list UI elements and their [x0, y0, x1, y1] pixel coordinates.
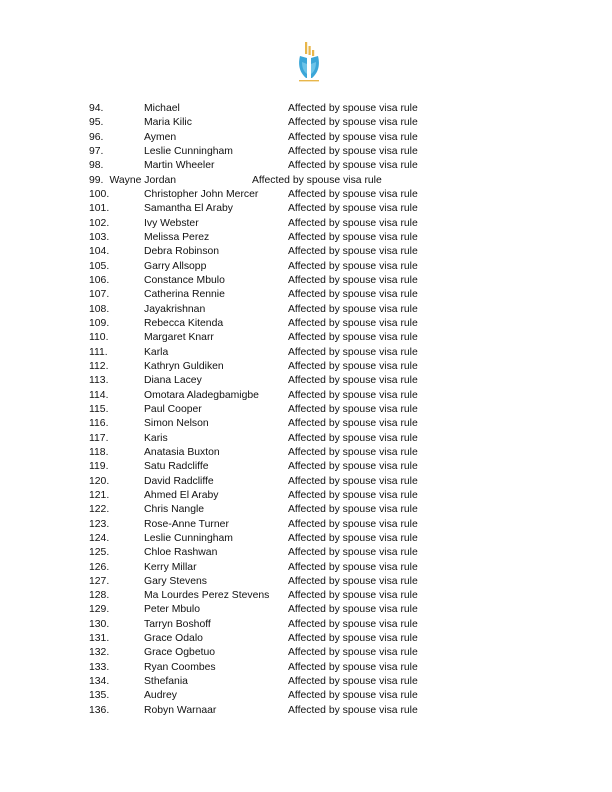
list-item-status: Affected by spouse visa rule: [288, 389, 418, 401]
list-item: [0, 174, 612, 188]
list-item-number: 98.: [89, 160, 104, 172]
list-item: [0, 260, 612, 274]
list-item-number: 114.: [89, 389, 109, 401]
list-item-name: Satu Radcliffe: [144, 461, 209, 473]
list-item-number: 133.: [89, 661, 110, 673]
list-item: [0, 245, 612, 259]
list-item: [0, 432, 612, 446]
list-item-number: 120.: [89, 475, 110, 487]
list-item-name: David Radcliffe: [144, 475, 214, 487]
list-item-name: Maria Kilic: [144, 117, 192, 129]
list-item-status: Affected by spouse visa rule: [288, 547, 418, 559]
list-item-status: Affected by spouse visa rule: [288, 117, 418, 129]
list-item: [0, 589, 612, 603]
list-item-number: 111.: [89, 346, 108, 358]
list-item-number: 132.: [89, 647, 110, 659]
list-item-name: Anatasia Buxton: [144, 446, 220, 458]
list-item-name: Grace Ogbetuo: [144, 647, 216, 659]
list-item-status: Affected by spouse visa rule: [288, 303, 418, 315]
list-item: [0, 518, 612, 532]
list-item-name: Simon Nelson: [144, 418, 209, 430]
list-item-status: Affected by spouse visa rule: [288, 590, 418, 602]
list-item: [0, 475, 612, 489]
list-item-number-and-name: [89, 174, 176, 188]
list-item-name: Peter Mbulo: [144, 604, 201, 616]
list-item-status: Affected by spouse visa rule: [288, 618, 418, 630]
organization-logo-icon: [290, 40, 326, 86]
list-item-status: Affected by spouse visa rule: [288, 317, 418, 329]
list-item: [0, 231, 612, 245]
list-item-number: 135.: [89, 690, 110, 702]
list-item-number: 99.: [89, 174, 104, 186]
list-item-number: 105.: [89, 260, 110, 272]
list-item-number: 104.: [89, 246, 110, 258]
list-item-status: Affected by spouse visa rule: [288, 676, 418, 688]
list-item-number: 94.: [89, 103, 104, 114]
list-item-number: 124.: [89, 532, 110, 544]
list-item-status: Affected by spouse visa rule: [252, 174, 382, 186]
list-item-name: Rose-Anne Turner: [144, 518, 229, 530]
list-item-name: Michael: [144, 103, 180, 114]
list-item-name: Rebecca Kitenda: [144, 317, 224, 329]
list-item-number: 112.: [89, 360, 109, 372]
list-item-name: Constance Mbulo: [144, 274, 225, 286]
list-item-name: Gary Stevens: [144, 575, 207, 587]
list-item-status: Affected by spouse visa rule: [288, 504, 418, 516]
list-item-name: Ryan Coombes: [144, 661, 216, 673]
list-item-number: 95.: [89, 117, 104, 129]
list-item-status: Affected by spouse visa rule: [288, 704, 418, 716]
list-item: [0, 360, 612, 374]
list-item: [0, 618, 612, 632]
list-item-status: Affected by spouse visa rule: [288, 575, 418, 587]
list-item-status: Affected by spouse visa rule: [288, 274, 418, 286]
list-item-name: Wayne Jordan: [109, 174, 177, 186]
list-item-status: Affected by spouse visa rule: [288, 518, 418, 530]
list-item-number: 97.: [89, 145, 104, 157]
list-item-status: Affected by spouse visa rule: [288, 475, 418, 487]
list-item: [0, 102, 612, 116]
list-item-number: 102.: [89, 217, 110, 229]
list-item-name: Garry Allsopp: [144, 260, 207, 272]
list-item: [0, 274, 612, 288]
list-item: [0, 217, 612, 231]
list-item-status: Affected by spouse visa rule: [288, 461, 418, 473]
list-item-name: Ahmed El Araby: [144, 489, 219, 501]
list-item-name: Sthefania: [144, 676, 188, 688]
list-item: [0, 331, 612, 345]
list-item-number: 129.: [89, 604, 110, 616]
list-item-status: Affected by spouse visa rule: [288, 489, 418, 501]
list-item-number: 115.: [89, 403, 109, 415]
list-item: [0, 131, 612, 145]
list-item-number: 113.: [89, 375, 109, 387]
list-item-number: 107.: [89, 289, 110, 301]
list-item: [0, 575, 612, 589]
list-item-number: 101.: [89, 203, 110, 215]
list-item-number: 96.: [89, 131, 104, 143]
list-item-name: Audrey: [144, 690, 177, 702]
list-item-name: Debra Robinson: [144, 246, 220, 258]
list-item-status: Affected by spouse visa rule: [288, 446, 418, 458]
list-item: [0, 288, 612, 302]
list-item: [0, 403, 612, 417]
list-item-status: Affected by spouse visa rule: [288, 604, 418, 616]
list-item-number: 110.: [89, 332, 109, 344]
list-item-name: Jayakrishnan: [144, 303, 206, 315]
list-item-number: 136.: [89, 704, 110, 716]
list-item: [0, 159, 612, 173]
list-item: [0, 561, 612, 575]
list-item-status: Affected by spouse visa rule: [288, 246, 418, 258]
list-item-status: Affected by spouse visa rule: [288, 332, 418, 344]
list-item-name: Leslie Cunningham: [144, 532, 233, 544]
list-item-number: 103.: [89, 231, 110, 243]
list-item-number: 121.: [89, 489, 110, 501]
list-item: [0, 116, 612, 130]
list-item-number: 134.: [89, 676, 110, 688]
list-item-name: Melissa Perez: [144, 231, 210, 243]
list-item: [0, 503, 612, 517]
list-item: [0, 460, 612, 474]
list-item-status: Affected by spouse visa rule: [288, 647, 418, 659]
list-item-name: Margaret Knarr: [144, 332, 214, 344]
list-item-number: 123.: [89, 518, 110, 530]
list-item-number: 108.: [89, 303, 110, 315]
list-item-number: 122.: [89, 504, 110, 516]
list-item-name: Catherina Rennie: [144, 289, 225, 301]
list-item: [0, 704, 612, 718]
list-item-name: Ivy Webster: [144, 217, 199, 229]
list-item-status: Affected by spouse visa rule: [288, 432, 418, 444]
list-item: [0, 532, 612, 546]
list-item-status: Affected by spouse visa rule: [288, 346, 418, 358]
list-item-status: Affected by spouse visa rule: [288, 188, 418, 200]
list-item: [0, 188, 612, 202]
list-item-status: Affected by spouse visa rule: [288, 217, 418, 229]
list-item: [0, 689, 612, 703]
list-item: [0, 346, 612, 360]
affected-people-list: [0, 102, 612, 718]
list-item-name: Leslie Cunningham: [144, 145, 233, 157]
list-item-number: 116.: [89, 418, 109, 430]
list-item-number: 127.: [89, 575, 110, 587]
list-item: [0, 646, 612, 660]
list-item-number: 106.: [89, 274, 110, 286]
list-item-name: Martin Wheeler: [144, 160, 215, 172]
list-item-number: 119.: [89, 461, 109, 473]
list-item: [0, 317, 612, 331]
list-item-name: Ma Lourdes Perez Stevens: [144, 590, 270, 602]
list-item-status: Affected by spouse visa rule: [288, 403, 418, 415]
list-item-name: Tarryn Boshoff: [144, 618, 211, 630]
list-item-name: Paul Cooper: [144, 403, 202, 415]
list-item-status: Affected by spouse visa rule: [288, 375, 418, 387]
list-item-status: Affected by spouse visa rule: [288, 145, 418, 157]
list-item-status: Affected by spouse visa rule: [288, 260, 418, 272]
list-item-name: Karla: [144, 346, 169, 358]
list-item-name: Karis: [144, 432, 168, 444]
list-item: [0, 546, 612, 560]
list-item-number: 126.: [89, 561, 110, 573]
list-item-name: Chloe Rashwan: [144, 547, 218, 559]
list-item-name: Diana Lacey: [144, 375, 202, 387]
list-item-number: 131.: [89, 633, 110, 645]
list-item-status: Affected by spouse visa rule: [288, 289, 418, 301]
list-item: [0, 389, 612, 403]
list-item-status: Affected by spouse visa rule: [288, 633, 418, 645]
list-item-status: Affected by spouse visa rule: [288, 360, 418, 372]
list-item-status: Affected by spouse visa rule: [288, 131, 418, 143]
list-item-number: 118.: [89, 446, 109, 458]
list-item: [0, 632, 612, 646]
list-item-name: Samantha El Araby: [144, 203, 233, 215]
list-item: [0, 446, 612, 460]
list-item-status: Affected by spouse visa rule: [288, 103, 418, 114]
list-item-name: Kathryn Guldiken: [144, 360, 224, 372]
list-item: [0, 417, 612, 431]
list-item-status: Affected by spouse visa rule: [288, 203, 418, 215]
list-item-status: Affected by spouse visa rule: [288, 418, 418, 430]
list-item-status: Affected by spouse visa rule: [288, 532, 418, 544]
list-item-number: 117.: [89, 432, 109, 444]
list-item-name: Aymen: [144, 131, 177, 143]
list-item: [0, 661, 612, 675]
list-item-status: Affected by spouse visa rule: [288, 231, 418, 243]
list-item-number: 100.: [89, 188, 110, 200]
list-item: [0, 374, 612, 388]
list-item-number: 109.: [89, 317, 110, 329]
list-item-status: Affected by spouse visa rule: [288, 661, 418, 673]
list-item-status: Affected by spouse visa rule: [288, 160, 418, 172]
list-item-status: Affected by spouse visa rule: [288, 561, 418, 573]
list-item: [0, 489, 612, 503]
list-item: [0, 675, 612, 689]
list-item-status: Affected by spouse visa rule: [288, 690, 418, 702]
list-item: [0, 603, 612, 617]
list-item-name: Grace Odalo: [144, 633, 203, 645]
list-item: [0, 303, 612, 317]
list-item-name: Chris Nangle: [144, 504, 205, 516]
list-item-name: Robyn Warnaar: [144, 704, 217, 716]
list-item-name: Kerry Millar: [144, 561, 197, 573]
list-item-number: 128.: [89, 590, 110, 602]
list-item-name: Christopher John Mercer: [144, 188, 259, 200]
list-item-number: 125.: [89, 547, 110, 559]
list-item-number: 130.: [89, 618, 110, 630]
list-item-name: Omotara Aladegbamigbe: [144, 389, 259, 401]
list-item: [0, 202, 612, 216]
list-item: [0, 145, 612, 159]
